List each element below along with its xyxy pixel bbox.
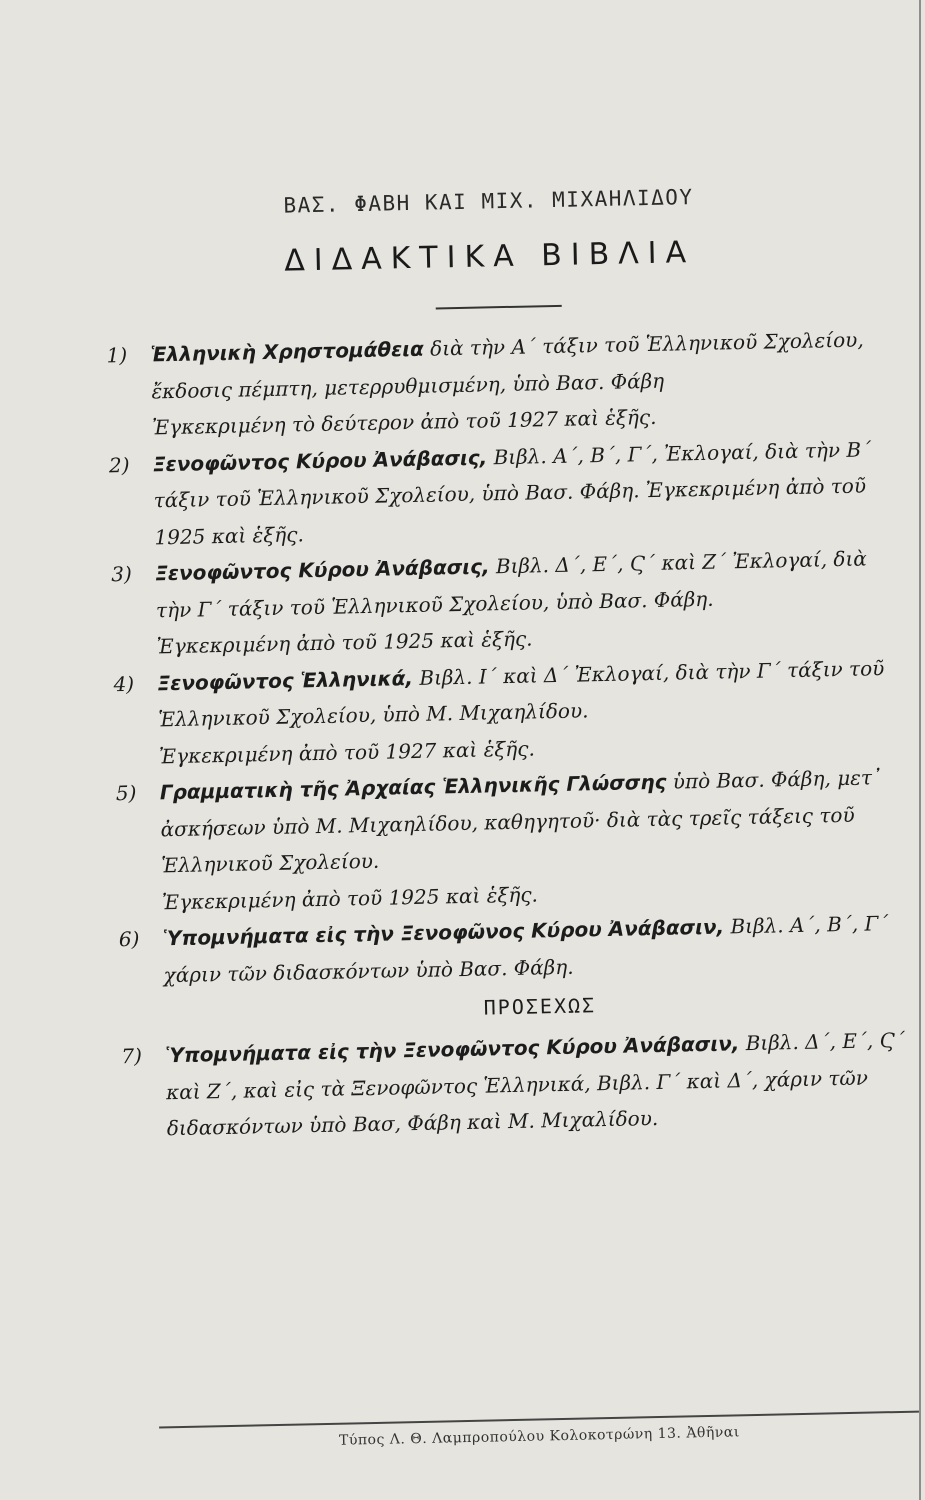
- book-title: Ξενοφῶντος Κύρου Ἀνάβασις,: [152, 444, 488, 476]
- book-item-5: [115, 759, 913, 922]
- printer-imprint: Τύπος Λ. Θ. Λαμπροπούλου Κολοκοτρώνη 13. Ἀθῆναι: [338, 1424, 740, 1449]
- book-title: Ὑπομνήματα εἰς τὴν Ξενοφῶνος Κύρου Ἀνάβασιν,: [162, 914, 725, 951]
- book-description: ὑπὸ Βασ. Φάβη, μετ᾿ ἀσκήσεων ὑπὸ Μ. Μιχαηλίδου, καθηγητοῦ· διὰ τὰς τρεῖς τάξεις τοῦ Ἑλληνικοῦ Σχολείου.: [160, 765, 883, 878]
- book-item-7: [121, 1022, 918, 1148]
- book-title: Ξενοφῶντος Ἑλληνικά,: [157, 665, 414, 695]
- book-item-2: [109, 430, 906, 556]
- book-approval: Ἐγκεκριμένη τὸ δεύτερον ἀπὸ τοῦ 1927 καὶ ἑξῆς.: [151, 404, 657, 440]
- item-number: 2): [108, 452, 130, 477]
- book-description: Βιβλ. Α΄, Β΄, Γ΄ χάριν τῶν διδασκόντων ὑπὸ Βασ. Φάβη.: [163, 911, 889, 987]
- page-title: ΔΙΔΑΚΤΙΚΑ ΒΙΒΛΙΑ: [283, 235, 696, 279]
- book-description: Βιβλ. Δ΄, Ε΄, Ϛ΄ καὶ Ζ΄, καὶ εἰς τὰ Ξενοφῶντος Ἑλληνικά, Βιβλ. Γ΄ καὶ Δ΄, χάριν τῶν διδασκόντων ὑπὸ Βασ, Φάβη καὶ Μ. Μιχαλίδου.: [165, 1027, 906, 1141]
- book-description: Βιβλ. Α΄, Β΄, Γ΄, Ἐκλογαί, διὰ τὴν Β΄ τάξιν τοῦ Ἑλληνικοῦ Σχολείου, ὑπὸ Βασ. Φάβη. Ἐγκεκριμένη ἀπὸ τοῦ 1925 καὶ ἑξῆς.: [153, 436, 872, 549]
- book-title: Γραμματικὴ τῆς Ἀρχαίας Ἑλληνικῆς Γλώσσης: [159, 769, 667, 805]
- book-approval: Ἐγκεκριμένη ἀπὸ τοῦ 1925 καὶ ἑξῆς.: [161, 881, 539, 914]
- book-list: [106, 321, 918, 1148]
- book-title: Ἑλληνικὴ Χρηστομάθεια: [150, 336, 425, 367]
- item-number: 4): [113, 671, 135, 696]
- book-description: Βιβλ. Δ΄, Ε΄, Ϛ΄ καὶ Ζ΄ Ἐκλογαί, διὰ τὴν Γ΄ τάξιν τοῦ Ἑλληνικοῦ Σχολείου, ὑπὸ Βασ. Φάβη.: [155, 546, 868, 622]
- item-number: 5): [115, 780, 137, 806]
- book-description: διὰ τὴν Α΄ τάξιν τοῦ Ἑλληνικοῦ Σχολείου, ἔκδοσις πέμπτη, μετερρυθμισμένη, ὑπὸ Βασ. Φάβη: [151, 327, 864, 403]
- item-number: 3): [110, 561, 133, 587]
- book-item-1: [106, 321, 903, 447]
- title-divider: [436, 305, 562, 310]
- book-approval: Ἐγκεκριμένη ἀπὸ τοῦ 1925 καὶ ἑξῆς.: [156, 626, 533, 659]
- forthcoming-heading: ΠΡΟΣΕΧΩΣ: [483, 993, 597, 1020]
- book-item-6: [119, 905, 915, 995]
- book-description: Βιβλ. Ι΄ καὶ Δ΄ Ἐκλογαί, διὰ τὴν Γ΄ τάξιν τοῦ Ἑλληνικοῦ Σχολείου, ὑπὸ Μ. Μιχαηλίδου.: [158, 655, 885, 732]
- item-number: 6): [118, 926, 140, 952]
- book-title: Ξενοφῶντος Κύρου Ἀνάβασις,: [154, 554, 490, 586]
- item-number: 1): [106, 342, 128, 368]
- book-item-3: [111, 540, 908, 666]
- book-title: Ὑπομνήματα εἰς τὴν Ξενοφῶντος Κύρου Ἀνάβασιν,: [165, 1031, 740, 1068]
- publisher-line: ΒΑΣ. ΦΑΒΗ ΚΑΙ ΜΙΧ. ΜΙΧΑΗΛΙΔΟΥ: [283, 185, 694, 218]
- item-number: 7): [121, 1043, 143, 1069]
- book-item-4: [113, 649, 910, 775]
- book-approval: Ἐγκεκριμένη ἀπὸ τοῦ 1927 καὶ ἑξῆς.: [158, 735, 536, 768]
